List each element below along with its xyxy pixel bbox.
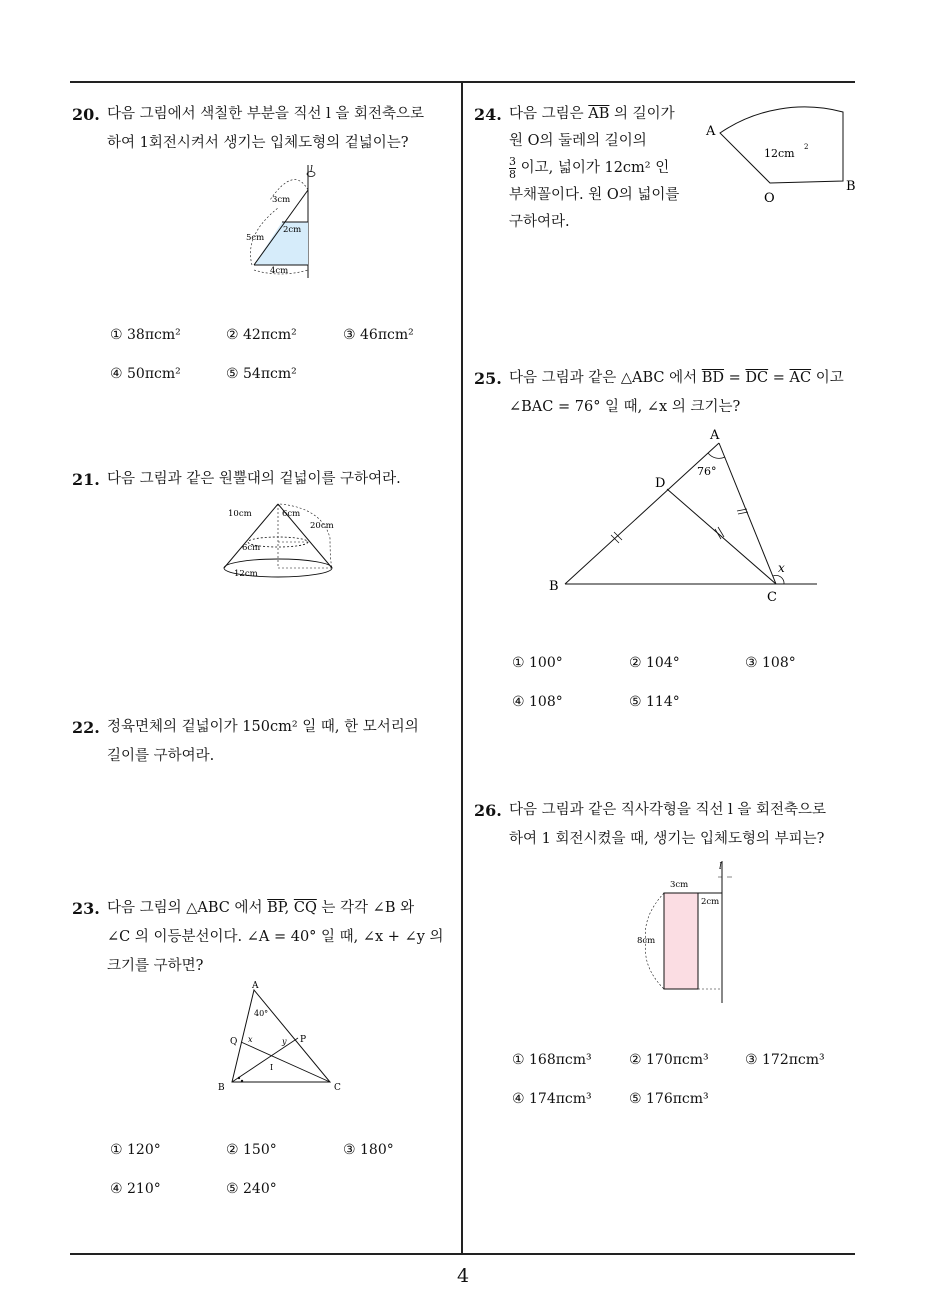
fraction-numerator: 3: [509, 154, 516, 168]
choice[interactable]: ③ 172πcm³: [745, 1052, 825, 1068]
bottom-rule: [70, 1253, 855, 1255]
choice[interactable]: ④ 174πcm³: [512, 1091, 592, 1107]
figure-q21-frustum: [222, 498, 372, 582]
question-text-line: [107, 894, 444, 923]
choice[interactable]: ① 38πcm²: [110, 327, 181, 343]
question-text: 다음 그림과 같은 직사각형을 직선 l 을 회전축으로: [509, 802, 827, 818]
length-label: 6cm: [242, 543, 261, 553]
arc-ab: $\overline{AB}$: [588, 106, 610, 122]
incenter-label: I: [270, 1063, 274, 1072]
question-text: 정육면체의 겉넓이가 150cm² 일 때, 한 모서리의: [107, 719, 419, 735]
area-unit-superscript: 2: [804, 143, 809, 151]
question-text: ∠BAC = 76° 일 때, ∠x 의 크기는?: [509, 399, 741, 415]
axis-label: l: [310, 165, 313, 175]
question-number: 26.: [474, 801, 502, 820]
question-25: [474, 364, 844, 422]
angle-label: 40°: [254, 1009, 269, 1018]
length-label: 4cm: [270, 266, 289, 276]
choice[interactable]: ③ 108°: [745, 655, 796, 671]
question-number: 21.: [72, 470, 100, 489]
text-run: 다음 그림과 같은 △ABC 에서: [509, 370, 702, 386]
area-label: 12cm: [764, 147, 795, 160]
length-label: 12cm: [234, 569, 258, 579]
vertex-label: B: [218, 1083, 225, 1093]
question-number: 25.: [474, 369, 502, 388]
angle-x-label: x: [778, 561, 785, 575]
text-run: 의 길이가: [609, 106, 675, 122]
vertex-label: C: [334, 1083, 341, 1093]
question-text-line: [509, 364, 844, 393]
axis-label: l: [719, 862, 722, 872]
text-run: 이고: [811, 370, 844, 386]
segment-ac: $\overline{AC}$: [789, 370, 812, 386]
question-22: [72, 713, 419, 771]
point-label: A: [706, 124, 716, 139]
choice[interactable]: ② 42πcm²: [226, 327, 297, 343]
choice[interactable]: ③ 180°: [343, 1142, 394, 1158]
page-number: 4: [456, 1265, 470, 1287]
text-run: 다음 그림은: [509, 106, 589, 122]
segment-bd: $\overline{BD}$: [701, 370, 725, 386]
choice[interactable]: ⑤ 54πcm²: [226, 366, 297, 382]
question-text: 부채꼴이다. 원 O의 넓이를: [509, 187, 680, 203]
question-20: [72, 100, 424, 158]
length-label: 6cm: [282, 509, 301, 519]
choice[interactable]: ② 104°: [629, 655, 680, 671]
question-text-line: [509, 155, 679, 182]
choice[interactable]: ④ 108°: [512, 694, 563, 710]
figure-q23-triangle: [214, 980, 354, 1095]
vertex-label: P: [300, 1035, 307, 1045]
question-23: [72, 894, 444, 981]
length-label: 2cm: [283, 225, 302, 235]
choice[interactable]: ② 170πcm³: [629, 1052, 709, 1068]
fraction-denominator: 8: [509, 167, 516, 181]
choice[interactable]: ③ 46πcm²: [343, 327, 414, 343]
question-text: 구하여라.: [509, 214, 570, 230]
text-run: =: [724, 370, 746, 386]
length-label: 5cm: [246, 233, 265, 243]
question-text: 길이를 구하여라.: [107, 748, 215, 764]
figure-q20-trapezoid: [240, 160, 330, 280]
choice[interactable]: ⑤ 240°: [226, 1181, 277, 1197]
figure-q25-triangle: [545, 425, 825, 610]
question-text-line: [509, 101, 679, 128]
vertex-label: A: [710, 428, 720, 443]
figure-q24-sector: [700, 105, 870, 210]
vertex-label: D: [655, 476, 666, 491]
question-text: 하여 1회전시켜서 생기는 입체도형의 겉넓이는?: [107, 135, 409, 151]
question-text: 하여 1 회전시켰을 때, 생기는 입체도형의 부피는?: [509, 831, 825, 847]
choice[interactable]: ① 120°: [110, 1142, 161, 1158]
vertex-label: B: [549, 579, 559, 594]
question-text: 원 O의 둘레의 길이의: [509, 133, 647, 149]
length-label: 2cm: [701, 897, 720, 907]
text-run: 이고, 넓이가 12cm² 인: [520, 160, 670, 176]
length-label: 3cm: [670, 880, 689, 890]
length-label: 10cm: [228, 509, 252, 519]
choice[interactable]: ⑤ 114°: [629, 694, 680, 710]
length-label: 20cm: [310, 521, 334, 531]
fraction: [509, 156, 516, 181]
text-run: ,: [284, 900, 294, 916]
question-text: 다음 그림과 같은 원뿔대의 겉넓이를 구하여라.: [107, 471, 401, 487]
choice[interactable]: ② 150°: [226, 1142, 277, 1158]
angle-x-label: x: [248, 1035, 253, 1044]
segment-bp: $\overline{BP}$: [267, 900, 285, 916]
choice[interactable]: ① 168πcm³: [512, 1052, 592, 1068]
text-run: =: [768, 370, 790, 386]
segment-dc: $\overline{DC}$: [745, 370, 769, 386]
vertex-label: C: [767, 590, 777, 605]
question-21: [72, 465, 401, 494]
point-label: B: [846, 179, 856, 194]
question-text: 크기를 구하면?: [107, 958, 204, 974]
angle-y-label: y: [282, 1037, 287, 1046]
choice[interactable]: ⑤ 176πcm³: [629, 1091, 709, 1107]
question-number: 24.: [474, 105, 502, 124]
question-text: 다음 그림에서 색칠한 부분을 직선 l 을 회전축으로: [107, 106, 425, 122]
question-number: 20.: [72, 105, 100, 124]
figure-q26-rectangle: [632, 857, 742, 1007]
column-divider: [461, 82, 463, 1254]
question-number: 23.: [72, 899, 100, 918]
choice[interactable]: ① 100°: [512, 655, 563, 671]
text-run: 다음 그림의 △ABC 에서: [107, 900, 268, 916]
length-label: 3cm: [272, 195, 291, 205]
question-number: 22.: [72, 718, 100, 737]
angle-label: 76°: [697, 465, 717, 478]
choice[interactable]: ④ 50πcm²: [110, 366, 181, 382]
choice[interactable]: ④ 210°: [110, 1181, 161, 1197]
question-26: [474, 796, 826, 854]
text-run: 는 각각 ∠B 와: [316, 900, 415, 916]
question-24: [474, 101, 679, 236]
vertex-label: Q: [230, 1037, 238, 1047]
length-label: 8cm: [637, 936, 656, 946]
vertex-label: A: [252, 981, 259, 991]
segment-cq: $\overline{CQ}$: [293, 900, 317, 916]
point-label: O: [764, 191, 775, 206]
question-text: ∠C 의 이등분선이다. ∠A = 40° 일 때, ∠x + ∠y 의: [107, 929, 444, 945]
